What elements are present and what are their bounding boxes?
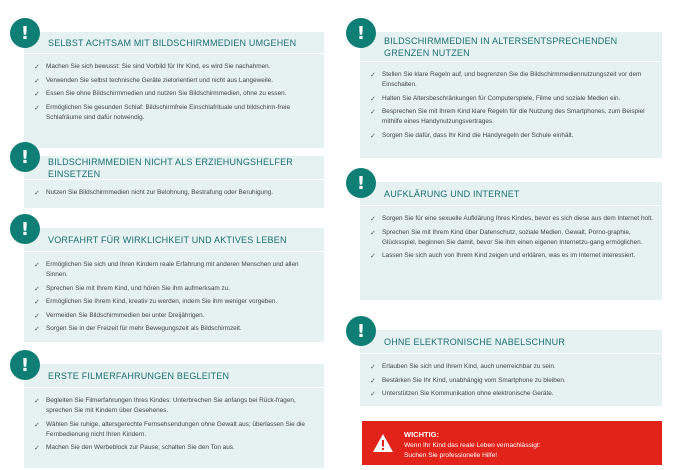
list-item: ✓ Lassen Sie sich auch von Ihrem Kind zeigen und erklären, was es im Internet interessiert. (370, 252, 636, 260)
section-card (360, 32, 662, 158)
section-header (360, 32, 662, 62)
section-header (24, 156, 324, 180)
check-icon: ✓ (34, 298, 40, 306)
list-item: ✓ Wählen Sie ruhige, altersgerechte Fernsehsendungen ohne Gewalt aus; überlassen Sie die Fernbedienung nicht Ihren Kindern. (34, 420, 305, 438)
check-icon: ✓ (370, 215, 376, 223)
list-item: ✓ Begleiten Sie Filmerfahrungen Ihres Kindes: Unterbrechen Sie anfangs bei Rück-fragen, sprechen Sie mit Kindern über Gesehenes. (34, 397, 296, 414)
exclamation-icon: ! (346, 18, 376, 48)
section-card (24, 32, 324, 148)
check-icon: ✓ (34, 311, 40, 320)
section-title: BILDSCHIRMMEDIEN IN ALTERSENTSPRECHENDEN GRENZEN NUTZEN (384, 35, 618, 58)
exclamation-icon: ! (10, 214, 40, 244)
list-item: ✓ Vermeiden Sie Bildschirmmedien bei unter Dreijährigen. (34, 311, 205, 320)
section-header (360, 330, 662, 354)
section-title: SELBST ACHTSAM MIT BILDSCHIRMMEDIEN UMGEHEN (48, 37, 297, 48)
check-icon: ✓ (34, 76, 40, 85)
list-item: ✓ Bestärken Sie Ihr Kind, unabhängig vom Smartphone zu bleiben. (370, 376, 566, 385)
check-icon: ✓ (370, 131, 376, 140)
section-list (24, 254, 324, 338)
check-icon: ✓ (34, 284, 40, 293)
list-item: ✓ Unterstützen Sie Kommunikation ohne elektronische Geräte. (370, 390, 554, 398)
section-title: ERSTE FILMERFAHRUNGEN BEGLEITEN (48, 370, 230, 381)
section-card (24, 364, 324, 468)
section-title: VORFAHRT FÜR WIRKLICHKEIT UND AKTIVES LEBEN (48, 234, 287, 245)
check-icon: ✓ (370, 376, 376, 385)
check-icon: ✓ (34, 397, 40, 405)
section-card (360, 330, 662, 406)
check-icon: ✓ (370, 363, 376, 371)
section-title: BILDSCHIRMMEDIEN NICHT ALS ERZIEHUNGSHELFER EINSETZEN (48, 156, 293, 179)
exclamation-icon: ! (10, 350, 40, 380)
list-item: ✓ Sprechen Sie mit Ihrem Kind über Datenschutz, soziale Medien, Gewalt, Porno-graphie, Glücksspiel, beginnen Sie damit, bevor Sie ihm einen eigenen Internetzu-gang ermöglichen. (370, 228, 643, 246)
list-item: ✓ Nutzen Sie Bildschirmmedien nicht zur Belohnung, Bestrafung oder Beruhigung. (34, 189, 273, 197)
check-icon: ✓ (34, 325, 40, 333)
check-icon: ✓ (34, 103, 40, 112)
check-icon: ✓ (34, 90, 40, 98)
list-item: ✓ Sorgen Sie für eine sexuelle Aufklärung Ihres Kindes, bevor es sich diese aus dem Internet holt. (370, 215, 654, 223)
list-item: ✓ Ermöglichen Sie Ihrem Kind, kreativ zu werden, indem Sie ihm weniger vorgeben. (34, 298, 278, 306)
section-list (24, 390, 324, 457)
check-icon: ✓ (370, 94, 376, 103)
check-icon: ✓ (370, 228, 376, 237)
list-item: ✓ Verwenden Sie selbst technische Geräte zielorientiert und nicht aus Langeweile. (34, 76, 274, 85)
section-header (24, 32, 324, 54)
section-list (24, 56, 324, 126)
list-item: ✓ Sprechen Sie mit Ihrem Kind, und hören Sie ihm aufmerksam zu. (34, 284, 230, 293)
check-icon: ✓ (34, 261, 40, 269)
exclamation-icon: ! (10, 142, 40, 172)
warning-line-2: Suchen Sie professionelle Hilfe! (404, 452, 498, 459)
check-icon: ✓ (370, 252, 376, 260)
section-card (24, 156, 324, 208)
list-item: ✓ Sorgen Sie in der Freizeit für mehr Bewegungszeit als Bildschirmzeit. (34, 325, 242, 333)
warning-triangle-icon (372, 433, 394, 453)
list-item: ✓ Ermöglichen Sie gesunden Schlaf: Bildschirmfreie Einschlafrituale und bildschirm-freie Schlafräume sind dafür notwendig. (34, 103, 291, 121)
exclamation-icon: ! (10, 18, 40, 48)
list-item: ✓ Machen Sie den Werbeblock zur Pause; schalten Sie den Ton aus. (34, 444, 235, 452)
section-card (360, 182, 662, 300)
section-list (360, 356, 662, 403)
list-item: ✓ Besprechen Sie mit Ihrem Kind klare Regeln für die Nutzung des Smartphones, zum Beispiel mithilfe eines Handynutzungsvertrages. (370, 108, 645, 125)
check-icon: ✓ (370, 71, 376, 79)
check-icon: ✓ (34, 189, 40, 197)
warning-box (362, 421, 662, 465)
section-list (24, 182, 324, 202)
list-item: ✓ Essen Sie ohne Bildschirmmedien und nutzen Sie Bildschirmmedien, ohne zu essen. (34, 90, 287, 98)
check-icon: ✓ (34, 63, 40, 71)
exclamation-icon: ! (346, 316, 376, 346)
section-header (360, 182, 662, 206)
warning-title: WICHTIG: (404, 430, 439, 439)
section-list (360, 64, 662, 144)
list-item: ✓ Halten Sie Altersbeschränkungen für Computerspiele, Filme und soziale Medien ein. (370, 94, 621, 103)
section-list (360, 208, 662, 265)
check-icon: ✓ (370, 390, 376, 398)
check-icon: ✓ (34, 444, 40, 452)
list-item: ✓ Stellen Sie klare Regeln auf, und begrenzen Sie die Bildschirmmediennutzungszeit vor dem Einschalten. (370, 71, 642, 88)
section-header (24, 364, 324, 388)
section-header (24, 228, 324, 252)
section-title: OHNE ELEKTRONISCHE NABELSCHNUR (384, 336, 566, 347)
section-card (24, 228, 324, 342)
list-item: ✓ Erlauben Sie sich und Ihrem Kind, auch unerreichbar zu sein. (370, 363, 556, 371)
section-title: AUFKLÄRUNG UND INTERNET (384, 188, 520, 199)
list-item: ✓ Sorgen Sie dafür, dass Ihr Kind die Handyregeln der Schule einhält. (370, 131, 574, 140)
check-icon: ✓ (370, 108, 376, 116)
warning-line-1: Wenn Ihr Kind das reale Leben vernachlässigt: (404, 442, 541, 449)
check-icon: ✓ (34, 420, 40, 429)
list-item: ✓ Ermöglichen Sie sich und Ihren Kindern reale Erfahrung mit anderen Menschen und allen Sinnen. (34, 261, 299, 278)
list-item: ✓ Machen Sie sich bewusst: Sie sind Vorbild für Ihr Kind, es wird Sie nachahmen. (34, 63, 271, 71)
exclamation-icon: ! (346, 168, 376, 198)
